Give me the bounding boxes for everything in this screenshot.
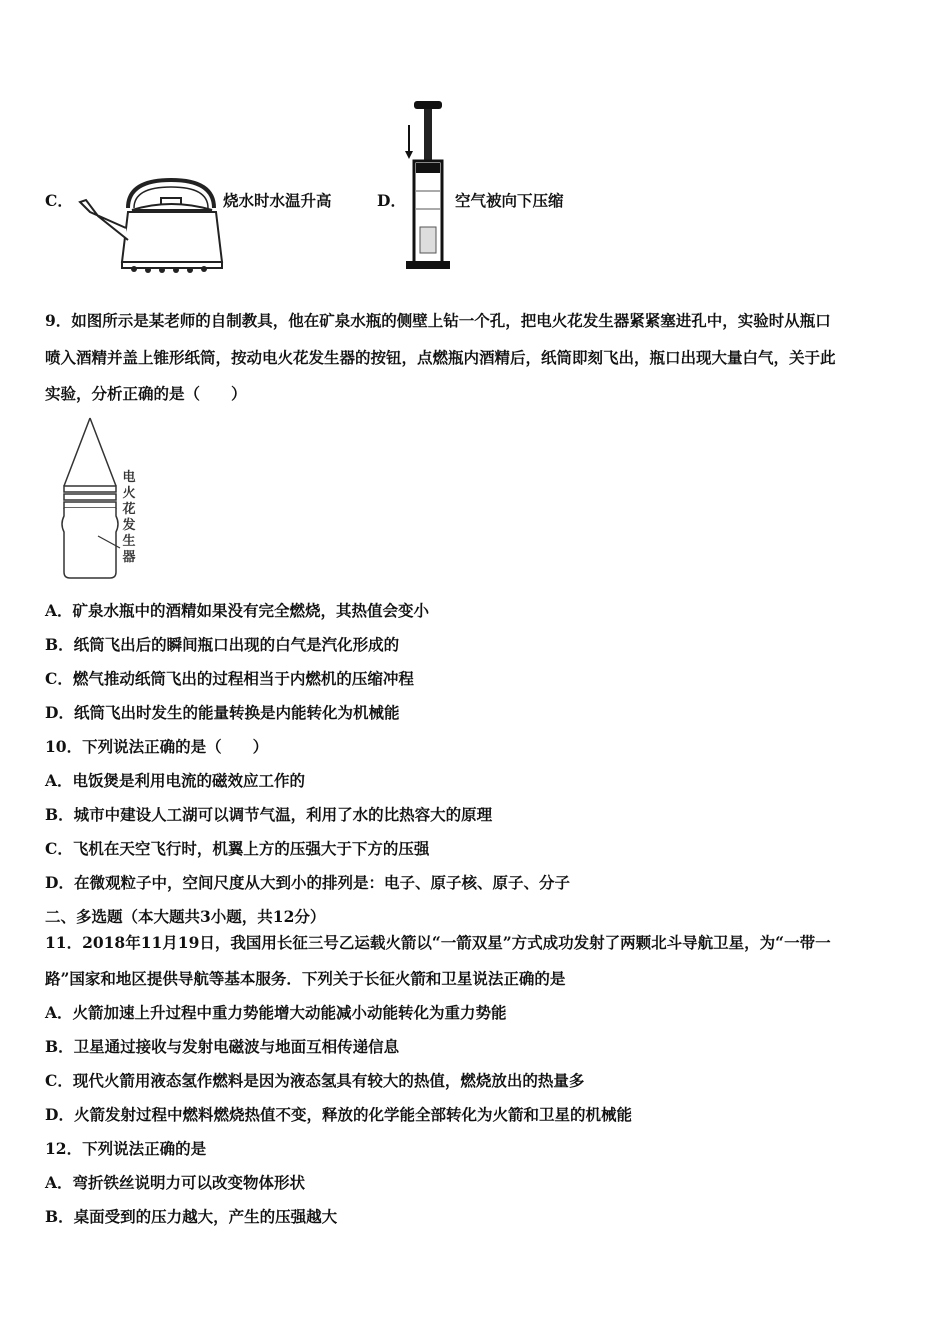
figure-label-char: 电 (122, 470, 136, 485)
q9-stem-line3: 实验，分析正确的是（ ） (45, 384, 247, 403)
q8-option-d-letter: D． (377, 191, 406, 210)
section-title-multiple-choice: 二、多选题（本大题共3小题，共12分） (45, 907, 326, 926)
q11-option-b: B．卫星通过接收与发射电磁波与地面互相传递信息 (45, 1037, 400, 1056)
figure-label-char: 器 (122, 550, 136, 565)
q10-option-b: B．城市中建设人工湖可以调节气温，利用了水的比热容大的原理 (45, 805, 493, 824)
figure-label-char: 生 (122, 534, 136, 549)
q10-stem: 10．下列说法正确的是（ ） (45, 737, 269, 756)
q8-option-d-text: 空气被向下压缩 (455, 191, 564, 210)
kettle-figure (76, 178, 224, 273)
q12-stem: 12．下列说法正确的是 (45, 1139, 207, 1158)
q9-option-b: B．纸筒飞出后的瞬间瓶口出现的白气是汽化形成的 (45, 635, 400, 654)
q9-stem-line1: 9．如图所示是某老师的自制教具，他在矿泉水瓶的侧壁上钻一个孔，把电火花发生器紧紧塞进孔中，实验时从瓶口 (45, 311, 831, 330)
q9-stem-line2: 喷入酒精并盖上锥形纸筒，按动电火花发生器的按钮，点燃瓶内酒精后，纸筒即刻飞出，瓶口出现大量白气，关于此 (45, 348, 836, 367)
q12-option-b: B．桌面受到的压力越大，产生的压强越大 (45, 1207, 338, 1226)
q11-stem-line1: 11．2018年11月19日，我国用长征三号乙运载火箭以“一箭双星”方式成功发射了两颗北斗导航卫星，为“一带一 (45, 933, 831, 952)
q9-option-c: C．燃气推动纸筒飞出的过程相当于内燃机的压缩冲程 (45, 669, 414, 688)
spark-generator-label (121, 470, 137, 566)
q12-option-a: A．弯折铁丝说明力可以改变物体形状 (45, 1173, 306, 1192)
q10-option-c: C．飞机在天空飞行时，机翼上方的压强大于下方的压强 (45, 839, 430, 858)
figure-label-char: 发 (122, 518, 136, 533)
bottle-with-cone-figure (58, 416, 124, 582)
q10-option-a: A．电饭煲是利用电流的磁效应工作的 (45, 771, 306, 790)
q11-option-c: C．现代火箭用液态氢作燃料是因为液态氢具有较大的热值，燃烧放出的热量多 (45, 1071, 585, 1090)
q11-stem-line2: 路”国家和地区提供导航等基本服务．下列关于长征火箭和卫星说法正确的是 (45, 969, 566, 988)
q8-option-c-letter: C． (45, 191, 73, 210)
figure-label-char: 火 (122, 486, 136, 501)
q9-option-d: D．纸筒飞出时发生的能量转换是内能转化为机械能 (45, 703, 400, 722)
q11-option-d: D．火箭发射过程中燃料燃烧热值不变，释放的化学能全部转化为火箭和卫星的机械能 (45, 1105, 632, 1124)
q10-option-d: D．在微观粒子中，空间尺度从大到小的排列是：电子、原子核、原子、分子 (45, 873, 570, 892)
q8-option-c-text: 烧水时水温升高 (223, 191, 332, 210)
q11-option-a: A．火箭加速上升过程中重力势能增大动能减小动能转化为重力势能 (45, 1003, 507, 1022)
q9-option-a: A．矿泉水瓶中的酒精如果没有完全燃烧，其热值会变小 (45, 601, 430, 620)
figure-label-char: 花 (122, 502, 136, 517)
piston-cylinder-figure (402, 99, 454, 274)
